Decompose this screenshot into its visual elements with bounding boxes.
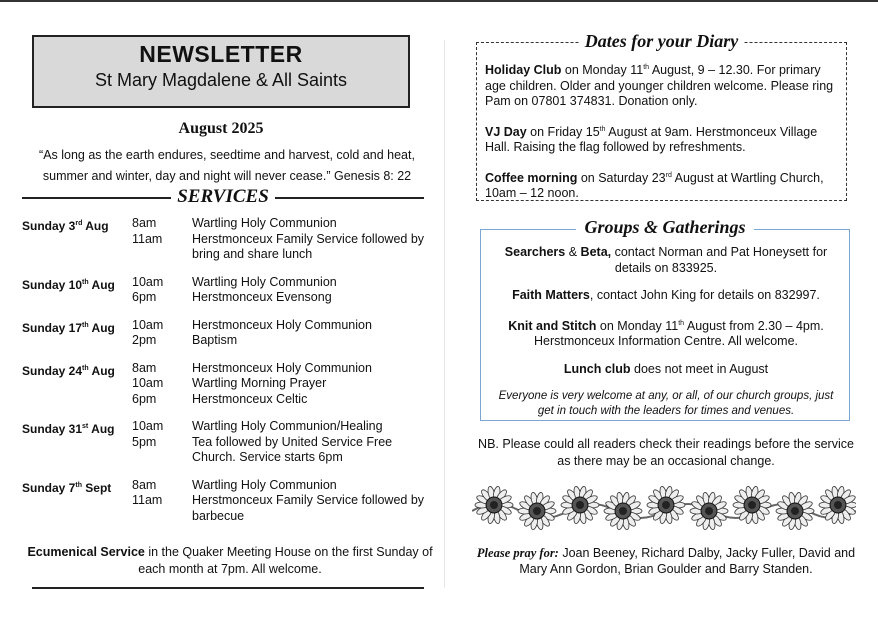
prayer-names: Joan Beeney, Richard Dalby, Jacky Fuller, David and Mary Ann Gordon, Brian Goulder and Barry Standen. [519, 546, 856, 576]
services-heading [22, 186, 424, 208]
service-day-suffix: Aug [88, 320, 115, 335]
service-time: 6pm [132, 290, 157, 304]
services-list [22, 216, 442, 536]
service-day [22, 419, 132, 466]
service-time: 10am [132, 376, 164, 390]
diary-item [485, 60, 840, 110]
service-description: Wartling Holy Communion [192, 216, 337, 230]
service-time: 8am [132, 360, 157, 375]
diary-item-sup: th [599, 125, 606, 133]
service-description: Herstmonceux Family Service followed by bring and share lunch [192, 231, 425, 261]
service-day-text: Sunday 10 [22, 277, 83, 292]
service-description: Wartling Holy Communion/Healing [192, 419, 383, 433]
service-times [132, 478, 192, 525]
service-day-suffix: Aug [88, 422, 115, 436]
service-description: Wartling Holy Communion [192, 274, 337, 289]
service-row [22, 275, 442, 306]
service-time: 11am [132, 493, 163, 507]
masthead-box [32, 35, 410, 108]
service-times [132, 275, 192, 306]
service-description: Herstmonceux Holy Communion [192, 317, 372, 332]
top-rule [0, 0, 878, 2]
group-knit-sup: th [678, 319, 685, 327]
service-descriptions [192, 318, 432, 349]
diary-item-pre: on Friday 15 [526, 124, 600, 139]
diary-item-text: August at Wartling Church, 10am – 12 noon. [485, 170, 824, 201]
service-times [132, 419, 192, 466]
group-faith-label: Faith Matters [512, 288, 590, 302]
sunflower [475, 486, 513, 524]
group-searchers-amp: & [565, 245, 581, 259]
groups-list [492, 245, 840, 431]
service-descriptions [192, 275, 432, 306]
service-day-sup: th [82, 278, 89, 286]
groups-heading-text: Groups & Gatherings [576, 217, 753, 237]
diary-item-sup: rd [665, 171, 672, 179]
service-time: 10am [132, 419, 164, 433]
service-description: Tea followed by United Service Free Church. Service starts 6pm [192, 434, 393, 464]
sunflower [561, 486, 599, 524]
service-times [132, 216, 192, 263]
sunflower [776, 492, 814, 530]
service-row [22, 318, 442, 349]
group-lunch-text: does not meet in August [630, 361, 769, 376]
newsletter-title: NEWSLETTER [139, 41, 303, 67]
groups-heading [480, 217, 850, 238]
service-day-text: Sunday 7 [22, 480, 76, 495]
service-time: 8am [132, 477, 157, 492]
diary-item-title: Coffee morning [485, 170, 578, 185]
service-day-text: Sunday 3 [22, 219, 76, 233]
sunflower-border-image [472, 477, 856, 539]
service-times [132, 318, 192, 349]
service-time: 10am [132, 274, 164, 289]
service-day [22, 275, 132, 306]
group-searchers-label: Searchers [504, 245, 566, 259]
diary-item-text: August, 9 – 12.30. For primary age children. Older and younger children welcome. Please ring Pam on 07801 374831. Donation only. [485, 63, 834, 109]
group-faith-text: , contact John King for details on 832997. [589, 288, 820, 302]
service-row [22, 361, 442, 408]
sunflower [647, 486, 685, 524]
service-time: 2pm [132, 333, 157, 347]
service-times [132, 361, 192, 408]
service-description: Wartling Morning Prayer [192, 376, 327, 390]
diary-heading [476, 31, 847, 52]
service-description: Wartling Holy Communion [192, 477, 337, 492]
service-description: Herstmonceux Evensong [192, 290, 332, 304]
group-knit-stitch [492, 316, 840, 350]
sunflower [518, 492, 556, 530]
service-day-suffix: Aug [88, 277, 115, 292]
service-description: Herstmonceux Family Service followed by barbecue [192, 493, 425, 523]
service-descriptions [192, 216, 432, 263]
diary-item-sup: th [643, 64, 650, 71]
service-time: 5pm [132, 434, 157, 449]
service-row [22, 216, 442, 263]
service-day-suffix: Aug [88, 363, 115, 378]
group-searchers-text: contact Norman and Pat Honeysett for details on 833925. [611, 245, 828, 275]
service-day-text: Sunday 24 [22, 363, 83, 378]
service-day [22, 478, 132, 525]
issue-month: August 2025 [178, 120, 264, 137]
service-day-text: Sunday 17 [22, 320, 83, 335]
service-day-suffix: Sept [81, 480, 112, 495]
service-row [22, 478, 442, 525]
service-day-sup: st [82, 423, 89, 430]
service-description: Baptism [192, 333, 238, 347]
service-day-sup: rd [75, 220, 83, 227]
service-time: 10am [132, 317, 164, 332]
diary-item [485, 122, 840, 156]
bible-quote: “As long as the earth endures, seedtime and harvest, cold and heat, summer and winter, day and night will never cease.” Genesis 8: 22 [39, 148, 415, 183]
group-knit-pre: on Monday 11 [596, 318, 679, 333]
service-descriptions [192, 419, 432, 466]
groups-note: Everyone is very welcome at any, or all, of our church groups, just get in touch with the leaders for times and venues. [498, 390, 834, 418]
service-day [22, 361, 132, 408]
service-day-text: Sunday 31 [22, 422, 83, 436]
service-time: 11am [132, 231, 163, 246]
sunflower [604, 492, 642, 530]
service-time: 6pm [132, 391, 157, 406]
service-description: Herstmonceux Holy Communion [192, 360, 372, 375]
service-time: 8am [132, 216, 157, 230]
church-name: St Mary Magdalene & All Saints [94, 70, 348, 90]
service-day-suffix: Aug [82, 219, 109, 233]
sunflower [690, 492, 728, 530]
sunflower [819, 486, 856, 524]
ecumenical-service [22, 544, 438, 578]
diary-item-pre: on Monday 11 [561, 63, 644, 78]
ecumenical-label: Ecumenical Service [27, 545, 145, 559]
services-heading-text: SERVICES [171, 186, 275, 207]
group-beta-label: Beta, [580, 245, 612, 259]
group-faith-matters [492, 288, 840, 304]
diary-item-pre: on Saturday 23 [577, 170, 666, 185]
group-knit-text: August from 2.30 – 4pm. Herstmonceux Information Centre. All welcome. [534, 318, 824, 349]
diary-item-title: Holiday Club [485, 63, 562, 78]
group-lunch-label: Lunch club [563, 361, 631, 376]
group-knit-label: Knit and Stitch [508, 318, 597, 333]
diary-heading-text: Dates for your Diary [579, 31, 745, 51]
service-day-sup: th [82, 364, 89, 372]
service-row [22, 419, 442, 466]
diary-item-title: VJ Day [485, 124, 527, 139]
diary-item-text: August at 9am. Herstmonceux Village Hall. Raising the flag followed by refreshments. [485, 124, 818, 155]
diary-item [485, 168, 840, 202]
group-searchers [492, 245, 840, 276]
service-descriptions [192, 478, 432, 525]
group-lunch-club [492, 362, 840, 378]
diary-list [485, 60, 840, 214]
prayer-label: Please pray for: [476, 546, 559, 560]
service-day-sup: th [82, 321, 89, 329]
service-description: Herstmonceux Celtic [192, 391, 308, 406]
service-day-sup: th [75, 481, 82, 489]
service-day [22, 216, 132, 263]
nb-note: NB. Please could all readers check their readings before the service as there may be an occasional change. [478, 437, 854, 468]
column-divider [444, 40, 445, 588]
service-day [22, 318, 132, 349]
bottom-rule [32, 587, 424, 589]
ecumenical-text: in the Quaker Meeting House on the first Sunday of each month at 7pm. All welcome. [138, 545, 433, 576]
prayer-list [474, 545, 858, 577]
service-descriptions [192, 361, 432, 408]
